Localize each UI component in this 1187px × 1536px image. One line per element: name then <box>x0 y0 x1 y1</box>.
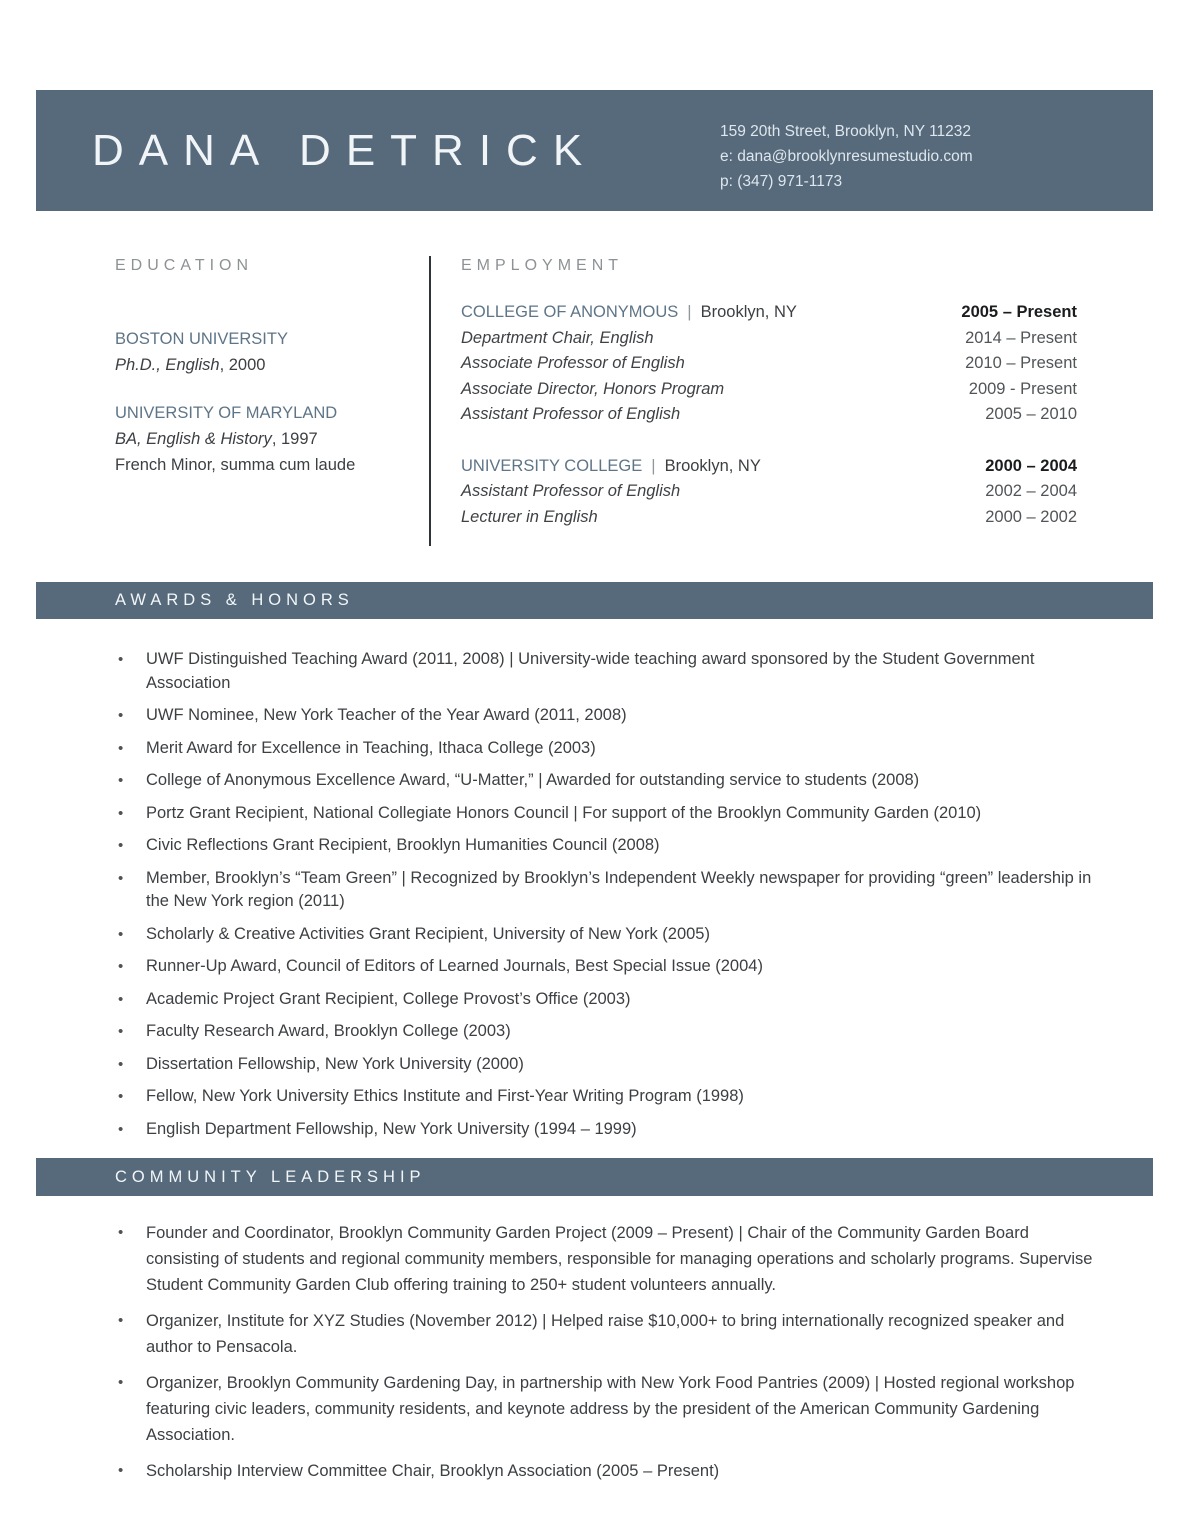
company-name: COLLEGE OF ANONYMOUS <box>461 303 679 321</box>
company-name: UNIVERSITY COLLEGE <box>461 456 643 475</box>
employment-company <box>461 300 1077 428</box>
awards-heading: AWARDS & HONORS <box>115 591 354 609</box>
role-dates: 2009 - Present <box>968 379 1077 398</box>
community-section-bar <box>36 1158 1153 1196</box>
header-bar <box>36 90 1153 211</box>
degree-title: Ph.D., English <box>115 356 220 374</box>
role-row <box>461 479 1077 505</box>
role-row <box>461 505 1077 531</box>
award-item: • Fellow, New York University Ethics Institute and First-Year Writing Program (1998) <box>115 1085 1100 1109</box>
company-dates: 2005 – Present <box>961 303 1077 321</box>
role-dates: 2005 – 2010 <box>985 405 1077 423</box>
school-name: UNIVERSITY OF MARYLAND <box>115 404 338 422</box>
community-heading: COMMUNITY LEADERSHIP <box>115 1167 426 1186</box>
degree-year: , 2000 <box>219 356 266 374</box>
employment-column <box>431 256 1077 546</box>
employment-heading: EMPLOYMENT <box>461 257 624 274</box>
company-row <box>461 454 1077 480</box>
employment-company <box>461 454 1077 531</box>
role-row <box>461 377 1077 403</box>
community-item: • Organizer, Brooklyn Community Gardening Day, in partnership with New York Food Pantries (2009) | Hosted regional workshop featuring civic leaders, community residents, and keynote address by the president of the American Community Gardening Association. <box>115 1370 1100 1448</box>
role-row <box>461 402 1077 428</box>
education-entry <box>115 400 409 478</box>
company-title-line <box>461 454 761 480</box>
company-title-line <box>461 300 797 326</box>
role-title: Associate Professor of English <box>461 354 685 372</box>
contact-email: e: dana@brooklynresumestudio.com <box>720 148 973 165</box>
award-item: • Runner-Up Award, Council of Editors of Learned Journals, Best Special Issue (2004) <box>115 955 1100 979</box>
role-title: Assistant Professor of English <box>461 482 681 500</box>
contact-address: 159 20th Street, Brooklyn, NY 11232 <box>720 123 972 140</box>
community-list <box>115 1220 1100 1494</box>
award-item: • UWF Distinguished Teaching Award (2011, 2008) | University-wide teaching award sponsored by the Student Government Association <box>115 648 1100 695</box>
award-item: • English Department Fellowship, New York University (1994 – 1999) <box>115 1118 1100 1142</box>
role-dates: 2000 – 2002 <box>985 507 1077 526</box>
award-item: • Academic Project Grant Recipient, College Provost’s Office (2003) <box>115 988 1100 1012</box>
degree-title: BA, English & History <box>115 430 272 448</box>
degree-line <box>115 352 409 378</box>
company-row <box>461 300 1077 326</box>
awards-list <box>115 648 1100 1150</box>
community-item: • Founder and Coordinator, Brooklyn Community Garden Project (2009 – Present) | Chair of the Community Garden Board consisting of students and regional community members, responsible for managing operations and scholarly programs. Supervise Student Community Garden Club offering training to 250+ student volunteers annually. <box>115 1220 1100 1298</box>
role-title: Assistant Professor of English <box>461 405 681 423</box>
school-name: BOSTON UNIVERSITY <box>115 330 288 348</box>
candidate-name: DANA DETRICK <box>92 125 598 175</box>
role-title: Lecturer in English <box>461 507 598 526</box>
role-row <box>461 351 1077 377</box>
role-row <box>461 326 1077 352</box>
role-title: Department Chair, English <box>461 328 654 347</box>
award-item: • UWF Nominee, New York Teacher of the Year Award (2011, 2008) <box>115 704 1100 728</box>
company-location: Brooklyn, NY <box>700 303 797 321</box>
company-location: Brooklyn, NY <box>664 456 761 475</box>
award-item: • Scholarly & Creative Activities Grant Recipient, University of New York (2005) <box>115 923 1100 947</box>
degree-extra: French Minor, summa cum laude <box>115 456 356 474</box>
pipe-separator: | <box>687 303 692 321</box>
degree-year: , 1997 <box>271 430 318 448</box>
role-dates: 2010 – Present <box>965 354 1077 372</box>
award-item: • Faculty Research Award, Brooklyn College (2003) <box>115 1020 1100 1044</box>
role-dates: 2002 – 2004 <box>985 482 1077 500</box>
award-item: • Portz Grant Recipient, National Collegiate Honors Council | For support of the Brooklyn Community Garden (2010) <box>115 802 1100 826</box>
company-dates: 2000 – 2004 <box>985 456 1077 475</box>
education-heading: EDUCATION <box>115 257 254 274</box>
award-item: • Dissertation Fellowship, New York University (2000) <box>115 1053 1100 1077</box>
award-item: • Merit Award for Excellence in Teaching, Ithaca College (2003) <box>115 737 1100 761</box>
community-item: • Scholarship Interview Committee Chair, Brooklyn Association (2005 – Present) <box>115 1458 1100 1484</box>
contact-block <box>720 119 973 194</box>
award-item: • Member, Brooklyn’s “Team Green” | Recognized by Brooklyn’s Independent Weekly newspaper for providing “green” leadership in the New York region (2011) <box>115 867 1100 914</box>
pipe-separator: | <box>651 456 656 475</box>
education-entry <box>115 326 409 378</box>
role-dates: 2014 – Present <box>965 328 1077 347</box>
contact-phone: p: (347) 971-1173 <box>720 173 843 190</box>
education-column <box>115 256 431 546</box>
degree-line <box>115 426 409 452</box>
award-item: • Civic Reflections Grant Recipient, Brooklyn Humanities Council (2008) <box>115 834 1100 858</box>
columns-section <box>115 256 1077 546</box>
award-item: • College of Anonymous Excellence Award, “U-Matter,” | Awarded for outstanding service to students (2008) <box>115 769 1100 793</box>
awards-section-bar <box>36 582 1153 619</box>
community-item: • Organizer, Institute for XYZ Studies (November 2012) | Helped raise $10,000+ to bring internationally recognized speaker and author to Pensacola. <box>115 1308 1100 1360</box>
role-title: Associate Director, Honors Program <box>461 379 725 398</box>
